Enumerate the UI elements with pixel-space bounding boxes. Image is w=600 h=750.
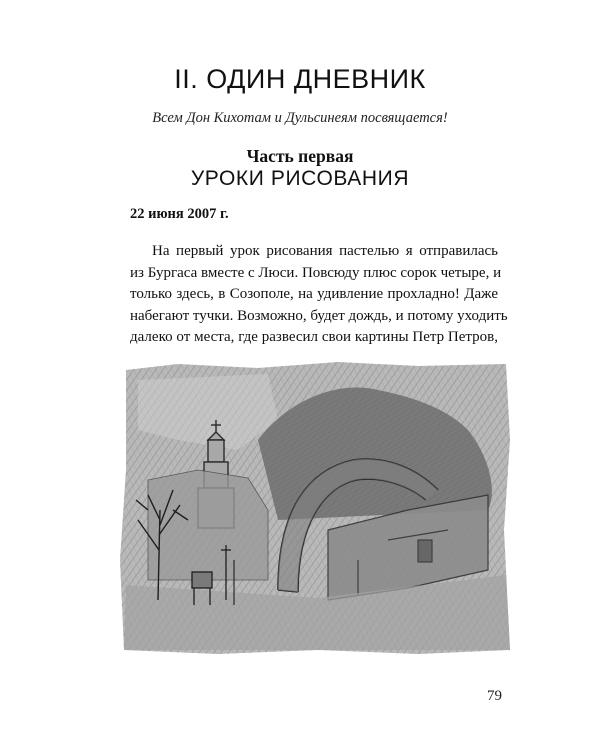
body-line: далеко от места, где развесил свои картины Петр Петров, <box>130 329 498 345</box>
body-line: из Бургаса вместе с Люси. Повсюду плюс сорок четыре, и <box>130 264 502 281</box>
part-heading: Часть первая <box>246 146 354 166</box>
entry-body <box>130 241 508 349</box>
body-line: набегают тучки. Возможно, будет дождь, и потому уходить <box>130 307 508 324</box>
part-title: УРОКИ РИСОВАНИЯ <box>190 167 410 190</box>
entry-date: 22 июня 2007 г. <box>130 206 229 222</box>
pencil-sketch-illustration <box>118 360 512 656</box>
dedication: Всем Дон Кихотам и Дульсинеям посвящается! <box>152 110 448 126</box>
body-line: На первый урок рисования пастелью я отправилась <box>152 243 498 259</box>
page-number: 79 <box>487 688 502 704</box>
chapter-title: II. ОДИН ДНЕВНИК <box>174 64 426 94</box>
body-line: только здесь, в Созополе, на удивление прохладно! Даже <box>130 286 498 302</box>
